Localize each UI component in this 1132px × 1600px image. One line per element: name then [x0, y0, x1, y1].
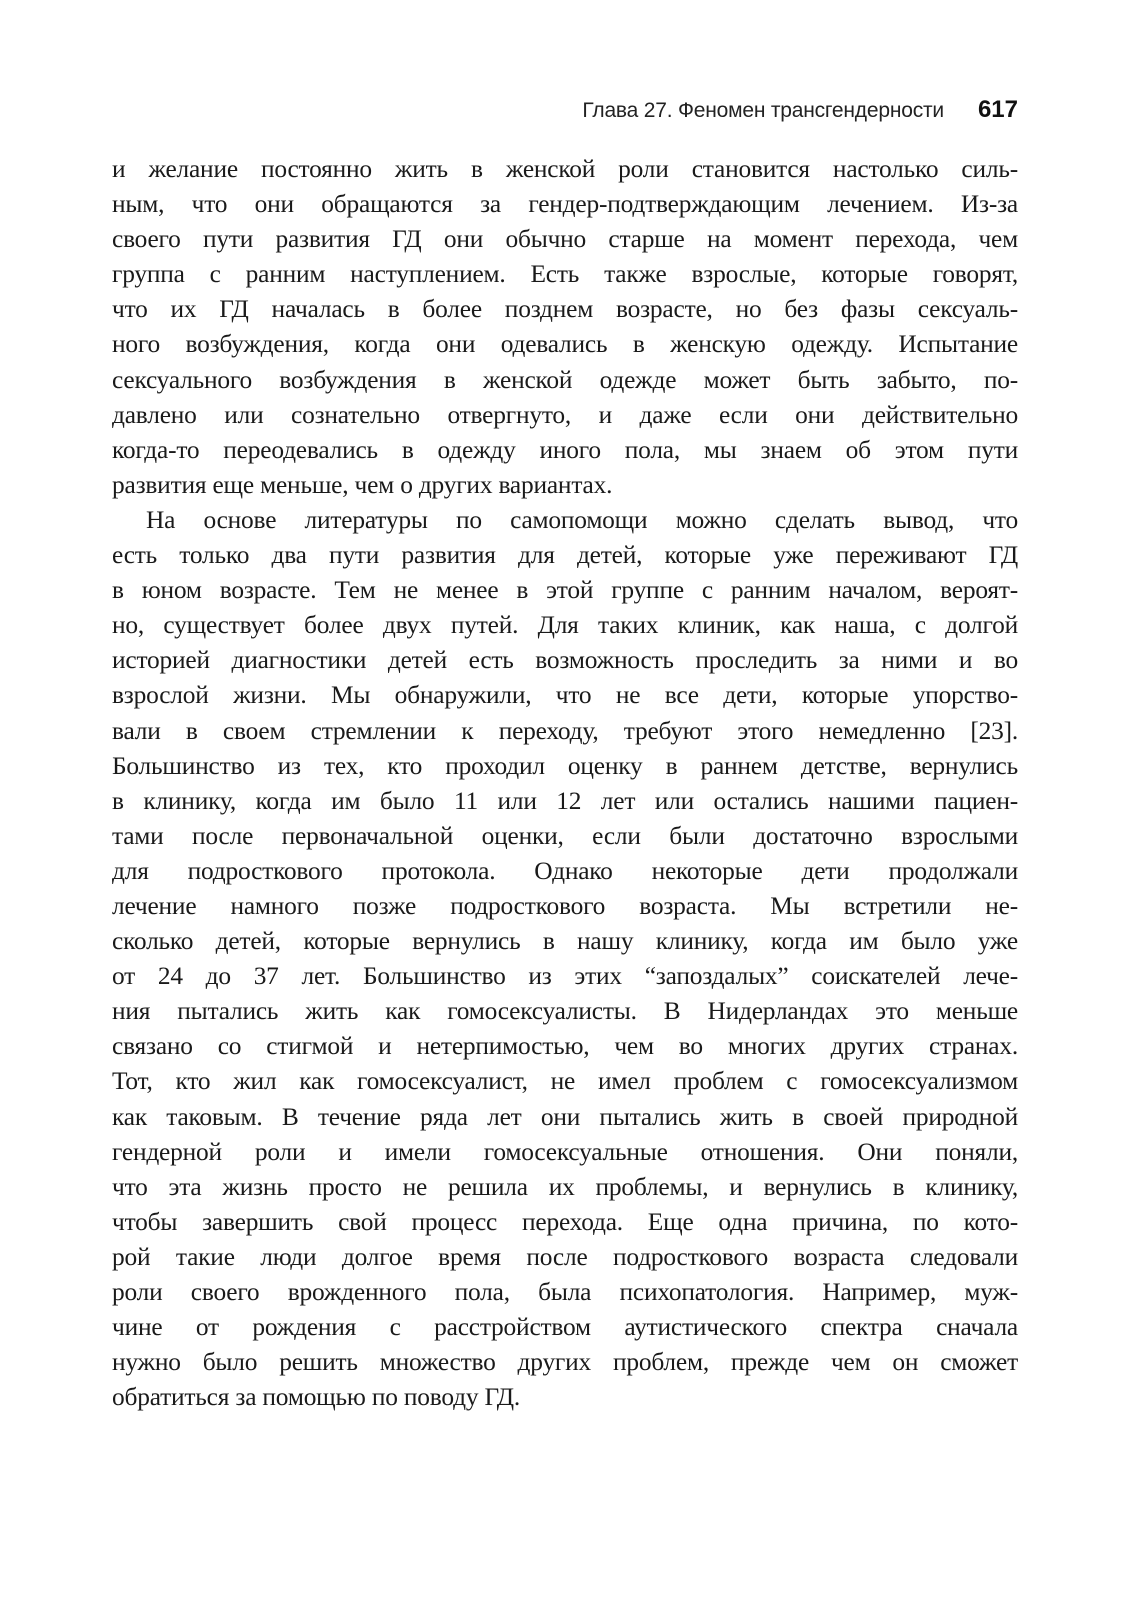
text-line: группа с ранним наступлением. Есть также взрослые, которые говорят, — [112, 260, 1018, 289]
text-line: ния пытались жить как гомосексуалисты. В Нидерландах это меньше — [112, 997, 1018, 1026]
text-line: ным, что они обращаются за гендер-подтверждающим лечением. Из-за — [112, 190, 1018, 219]
running-header — [112, 96, 1018, 142]
text-line: есть только два пути развития для детей, которые уже переживают ГД — [112, 541, 1018, 570]
text-line: что их ГД началась в более позднем возрасте, но без фазы сексуаль- — [112, 295, 1018, 324]
text-line: нужно было решить множество других проблем, прежде чем он сможет — [112, 1348, 1018, 1377]
text-line: и желание постоянно жить в женской роли становится настолько силь- — [112, 155, 1018, 183]
text-line: обратиться за помощью по поводу ГД. — [112, 1383, 521, 1412]
text-line: Большинство из тех, кто проходил оценку в раннем детстве, вернулись — [112, 751, 1018, 780]
text-line: чтобы завершить свой процесс перехода. Еще одна причина, по кото- — [112, 1207, 1018, 1236]
text-line: своего пути развития ГД они обычно старше на момент перехода, чем — [112, 225, 1018, 254]
text-line: для подросткового протокола. Однако некоторые дети продолжали — [112, 856, 1018, 885]
text-line: рой такие люди долгое время после подросткового возраста следовали — [112, 1242, 1018, 1271]
text-line: сексуального возбуждения в женской одежде может быть забыто, по- — [112, 365, 1018, 394]
text-line: ного возбуждения, когда они одевались в женскую одежду. Испытание — [112, 330, 1018, 359]
text-line: чине от рождения с расстройством аутистического спектра сначала — [112, 1313, 1018, 1342]
text-line: развития еще меньше, чем о других вариантах. — [112, 470, 613, 499]
running-title: Глава 27. Феномен трансгендерности — [582, 99, 944, 122]
text-line: На основе литературы по самопомощи можно сделать вывод, что — [146, 505, 1018, 534]
text-line: но, существует более двух путей. Для таких клиник, как наша, с долгой — [112, 611, 1018, 640]
text-line: от 24 до 37 лет. Большинство из этих “запоздалых” соискателей лече- — [112, 962, 1018, 991]
body-text — [112, 152, 1018, 1415]
text-line: историей диагностики детей есть возможность проследить за ними и во — [112, 646, 1018, 675]
text-line: лечение намного позже подросткового возраста. Мы встретили не- — [112, 891, 1018, 920]
text-line: что эта жизнь просто не решила их проблемы, и вернулись в клинику, — [112, 1172, 1018, 1201]
paragraph — [112, 152, 1018, 503]
text-line: вали в своем стремлении к переходу, требуют этого немедленно [23]. — [112, 716, 1018, 745]
text-line: как таковым. В течение ряда лет они пытались жить в своей природной — [112, 1102, 1018, 1131]
text-line: связано со стигмой и нетерпимостью, чем во многих других странах. — [112, 1032, 1018, 1061]
text-line: в клинику, когда им было 11 или 12 лет или остались нашими пациен- — [112, 786, 1018, 815]
text-line: давлено или сознательно отвергнуто, и даже если они действительно — [112, 400, 1018, 429]
text-line: роли своего врожденного пола, была психопатология. Например, муж- — [112, 1278, 1018, 1306]
text-line: взрослой жизни. Мы обнаружили, что не все дети, которые упорство- — [112, 681, 1018, 710]
text-line: Тот, кто жил как гомосексуалист, не имел проблем с гомосексуализмом — [112, 1067, 1018, 1096]
paragraph — [112, 503, 1018, 1415]
text-line: сколько детей, которые вернулись в нашу клинику, когда им было уже — [112, 927, 1018, 956]
text-line: когда-то переодевались в одежду иного пола, мы знаем об этом пути — [112, 435, 1018, 464]
text-line: в юном возрасте. Тем не менее в этой группе с ранним началом, вероят- — [112, 576, 1018, 605]
page-number: 617 — [977, 96, 1018, 123]
text-line: гендерной роли и имели гомосексуальные отношения. Они поняли, — [112, 1137, 1018, 1166]
text-line: тами после первоначальной оценки, если были достаточно взрослыми — [112, 821, 1018, 850]
